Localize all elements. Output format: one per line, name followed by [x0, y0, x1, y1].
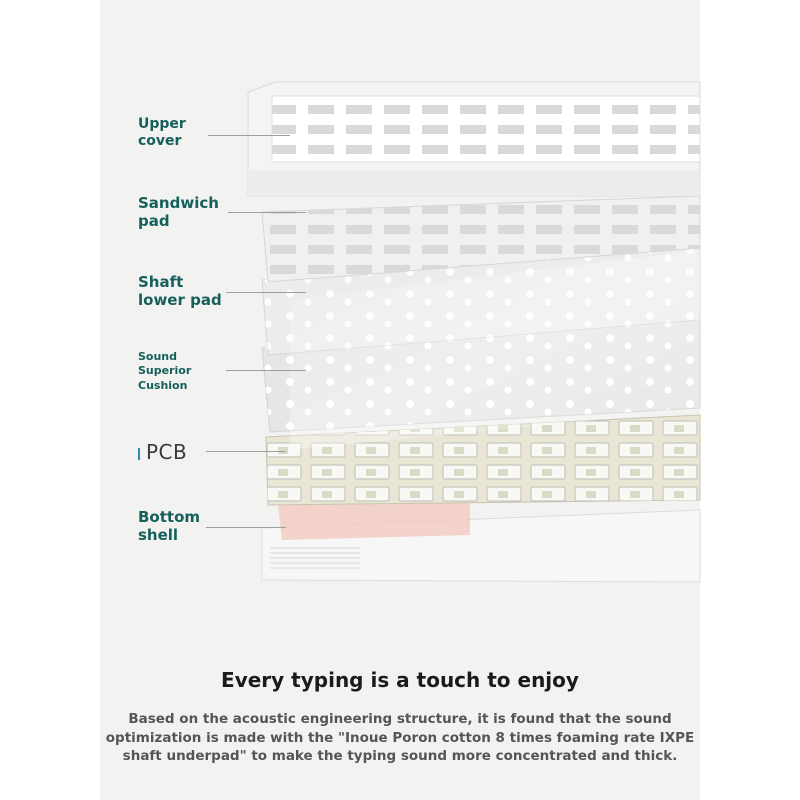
- leader-sandwich-pad: [228, 212, 306, 213]
- label-bottom-shell: Bottom shell: [138, 508, 201, 544]
- label-sound-cushion: Sound Superior Cushion: [138, 350, 192, 392]
- headline: Every typing is a touch to enjoy: [221, 668, 579, 692]
- label-pcb: PCB: [138, 440, 187, 464]
- label-upper-cover: Upper cover: [138, 116, 186, 149]
- label-shaft-lower-pad: Shaft lower pad: [138, 273, 222, 309]
- leader-bottom-shell: [206, 527, 286, 528]
- label-sandwich-pad: Sandwich pad: [138, 194, 219, 230]
- leader-sound-cushion: [226, 370, 306, 371]
- bottom-shell-layer: [262, 500, 700, 582]
- leader-pcb: [206, 451, 286, 452]
- leader-upper-cover: [208, 135, 290, 136]
- leader-shaft-lower-pad: [226, 292, 306, 293]
- upper-cover-layer: [248, 82, 700, 196]
- description: Based on the acoustic engineering structure, it is found that the sound optimization is made with the "Inoue Poron cotton 8 times foaming rate IXPE shaft underpad" to make the typing sound more concentrated and thick.: [105, 711, 695, 764]
